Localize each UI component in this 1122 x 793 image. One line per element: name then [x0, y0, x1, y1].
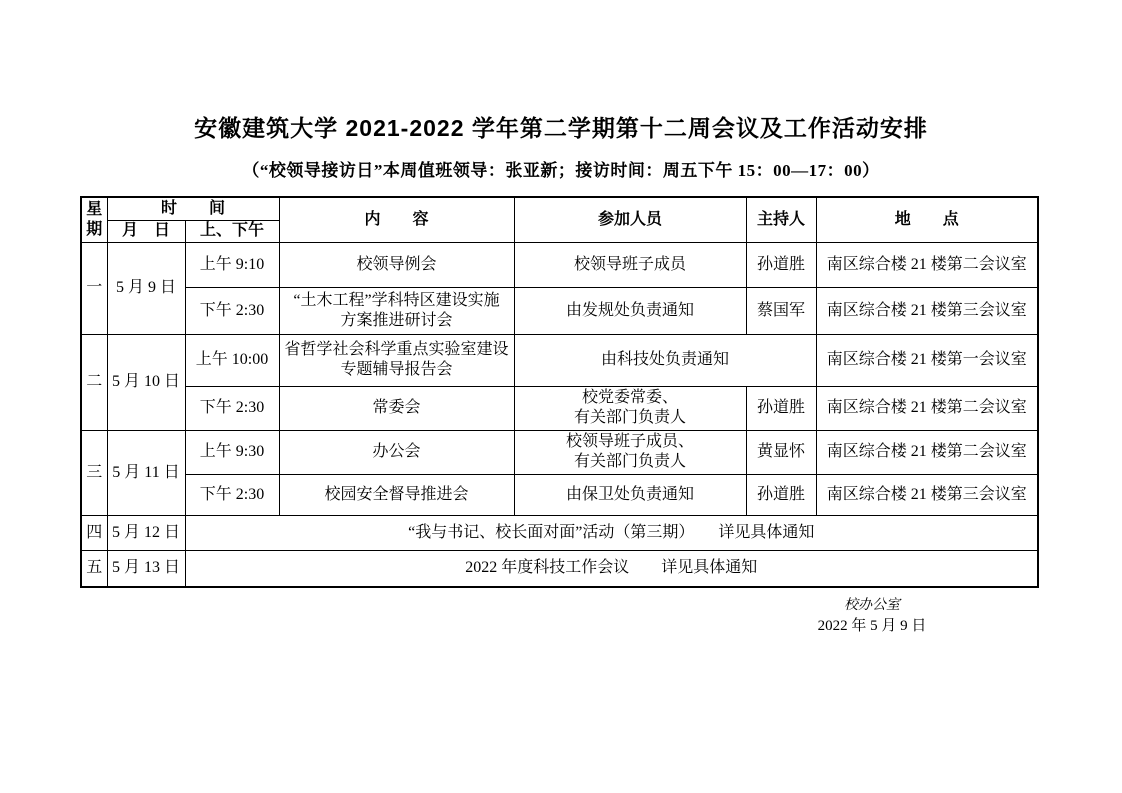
schedule-table: [80, 196, 1039, 588]
location-cell: 南区综合楼 21 楼第一会议室: [816, 334, 1038, 386]
participants-cell: 校领导班子成员: [514, 242, 746, 287]
host-cell: 孙道胜: [746, 242, 816, 287]
date-cell: 5 月 13 日: [107, 550, 185, 587]
host-cell: 蔡国军: [746, 287, 816, 334]
table-row: [81, 430, 1038, 474]
header-time: 时 间: [107, 197, 279, 220]
date-cell: 5 月 12 日: [107, 515, 185, 550]
footer-signature: 校办公室: [844, 598, 900, 613]
header-weekday: 星期: [81, 197, 107, 242]
document-subtitle: （“校领导接访日”本周值班领导：张亚新；接访时间：周五下午 15：00—17：00）: [242, 161, 880, 180]
participants-cell: 校党委常委、 有关部门负责人: [514, 386, 746, 430]
participants-cell: 校领导班子成员、 有关部门负责人: [514, 430, 746, 474]
header-host: 主持人: [746, 197, 816, 242]
content-cell: 常委会: [279, 386, 514, 430]
document-footer: [707, 596, 1037, 636]
footer-date: 2022 年 5 月 9 日: [817, 618, 927, 634]
content-cell: 省哲学社会科学重点实验室建设 专题辅导报告会: [279, 334, 514, 386]
table-row: [81, 334, 1038, 386]
weekday-cell: 四: [81, 515, 107, 550]
table-row: [81, 386, 1038, 430]
header-participants: 参加人员: [514, 197, 746, 242]
location-cell: 南区综合楼 21 楼第二会议室: [816, 386, 1038, 430]
table-row: [81, 474, 1038, 515]
host-cell: 黄显怀: [746, 430, 816, 474]
time-cell: 下午 2:30: [185, 287, 279, 334]
time-cell: 下午 2:30: [185, 386, 279, 430]
content-cell: 办公会: [279, 430, 514, 474]
table-row: [81, 515, 1038, 550]
weekday-cell: 三: [81, 430, 107, 515]
table-row: [81, 550, 1038, 587]
participants-host-merged-cell: 由科技处负责通知: [514, 334, 816, 386]
location-cell: 南区综合楼 21 楼第三会议室: [816, 287, 1038, 334]
content-cell: 校领导例会: [279, 242, 514, 287]
time-cell: 上午 10:00: [185, 334, 279, 386]
date-cell: 5 月 10 日: [107, 334, 185, 430]
table-header-row: [81, 197, 1038, 220]
table-row: [81, 242, 1038, 287]
content-cell: “土木工程”学科特区建设实施 方案推进研讨会: [279, 287, 514, 334]
date-cell: 5 月 9 日: [107, 242, 185, 334]
participants-cell: 由保卫处负责通知: [514, 474, 746, 515]
location-cell: 南区综合楼 21 楼第二会议室: [816, 430, 1038, 474]
host-cell: 孙道胜: [746, 474, 816, 515]
content-cell: 校园安全督导推进会: [279, 474, 514, 515]
date-cell: 5 月 11 日: [107, 430, 185, 515]
location-cell: 南区综合楼 21 楼第二会议室: [816, 242, 1038, 287]
header-location: 地 点: [816, 197, 1038, 242]
document-title: 安徽建筑大学 2021-2022 学年第二学期第十二周会议及工作活动安排: [194, 115, 928, 141]
header-month-day: 月 日: [107, 220, 185, 242]
time-cell: 上午 9:10: [185, 242, 279, 287]
weekday-cell: 二: [81, 334, 107, 430]
header-am-pm: 上、下午: [185, 220, 279, 242]
time-cell: 上午 9:30: [185, 430, 279, 474]
header-content: 内 容: [279, 197, 514, 242]
participants-cell: 由发规处负责通知: [514, 287, 746, 334]
time-cell: 下午 2:30: [185, 474, 279, 515]
location-cell: 南区综合楼 21 楼第三会议室: [816, 474, 1038, 515]
full-width-content-cell: 2022 年度科技工作会议 详见具体通知: [185, 550, 1038, 587]
host-cell: 孙道胜: [746, 386, 816, 430]
table-row: [81, 287, 1038, 334]
weekday-cell: 五: [81, 550, 107, 587]
weekday-cell: 一: [81, 242, 107, 334]
full-width-content-cell: “我与书记、校长面对面”活动（第三期） 详见具体通知: [185, 515, 1038, 550]
